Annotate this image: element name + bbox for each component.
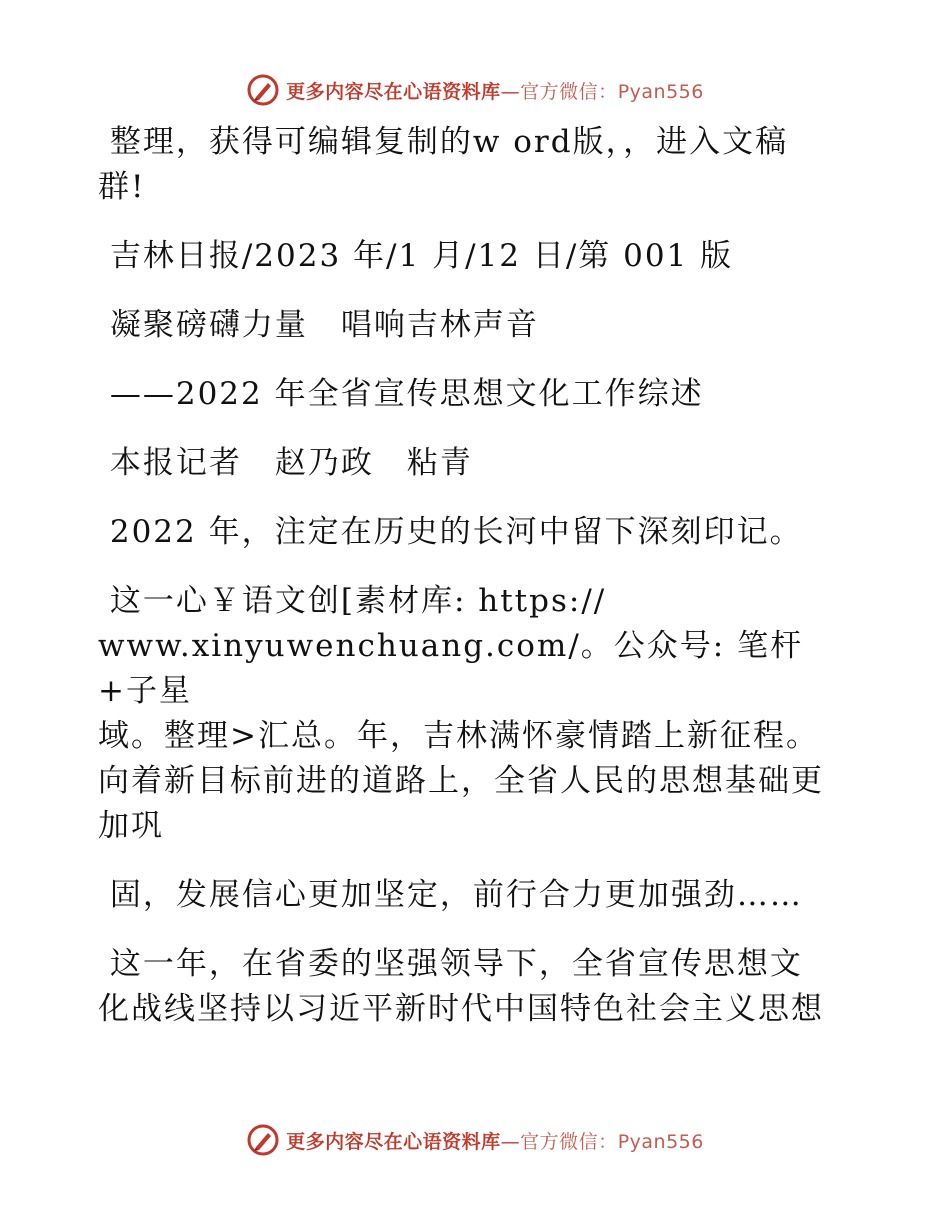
paragraph xyxy=(98,303,858,348)
paragraph-gap xyxy=(98,918,858,942)
text-line: 凝聚磅礴力量 唱响吉林声音 xyxy=(98,307,539,343)
paragraph-gap xyxy=(98,417,858,441)
text-line: 向着新目标前进的道路上，全省人民的思想基础更 xyxy=(98,763,824,799)
pen-nib-logo-icon xyxy=(246,73,280,107)
paragraph-gap xyxy=(98,210,858,234)
text-line: 2022 年，注定在历史的长河中留下深刻印记。 xyxy=(98,514,803,550)
header-watermark-banner xyxy=(0,70,950,110)
paragraph xyxy=(98,441,858,486)
text-line: 群! xyxy=(98,169,146,205)
pen-nib-logo-icon xyxy=(246,1123,280,1157)
paragraph-gap xyxy=(98,486,858,510)
text-line: ——2022 年全省宣传思想文化工作综述 xyxy=(98,376,704,412)
footer-watermark-banner xyxy=(0,1120,950,1160)
text-line: 加巩 xyxy=(98,808,164,844)
paragraph-gap xyxy=(98,849,858,873)
text-line: www.xinyuwenchuang.com/。公众号: 笔杆+子星 xyxy=(98,628,804,709)
paragraph-gap xyxy=(98,279,858,303)
paragraph xyxy=(98,510,858,555)
paragraph-gap xyxy=(98,555,858,579)
text-line: 吉林日报/2023 年/1 月/12 日/第 001 版 xyxy=(98,238,734,274)
text-line: 整理，获得可编辑复制的w ord版，，进入文稿 xyxy=(98,124,789,160)
text-line: 这一年，在省委的坚强领导下，全省宣传思想文 xyxy=(98,946,803,982)
text-line: 域。整理>汇总。年，吉林满怀豪情踏上新征程。 xyxy=(98,718,819,754)
paragraph-gap xyxy=(98,348,858,372)
paragraph xyxy=(98,873,858,918)
paragraph xyxy=(98,579,858,849)
paragraph xyxy=(98,234,858,279)
banner-text: 更多内容尽在心语资料库—官方微信：Pyan556 xyxy=(286,80,704,103)
text-line: 化战线坚持以习近平新时代中国特色社会主义思想 xyxy=(98,991,824,1027)
document-body xyxy=(98,120,858,1032)
banner-text: 更多内容尽在心语资料库—官方微信：Pyan556 xyxy=(286,1130,704,1153)
text-line: 这一心￥语文创[素材库: https:// xyxy=(98,583,607,619)
paragraph xyxy=(98,372,858,417)
paragraph xyxy=(98,942,858,1032)
paragraph xyxy=(98,120,858,210)
text-line: 本报记者 赵乃政 粘青 xyxy=(98,445,473,481)
text-line: 固，发展信心更加坚定，前行合力更加强劲…… xyxy=(98,877,803,913)
